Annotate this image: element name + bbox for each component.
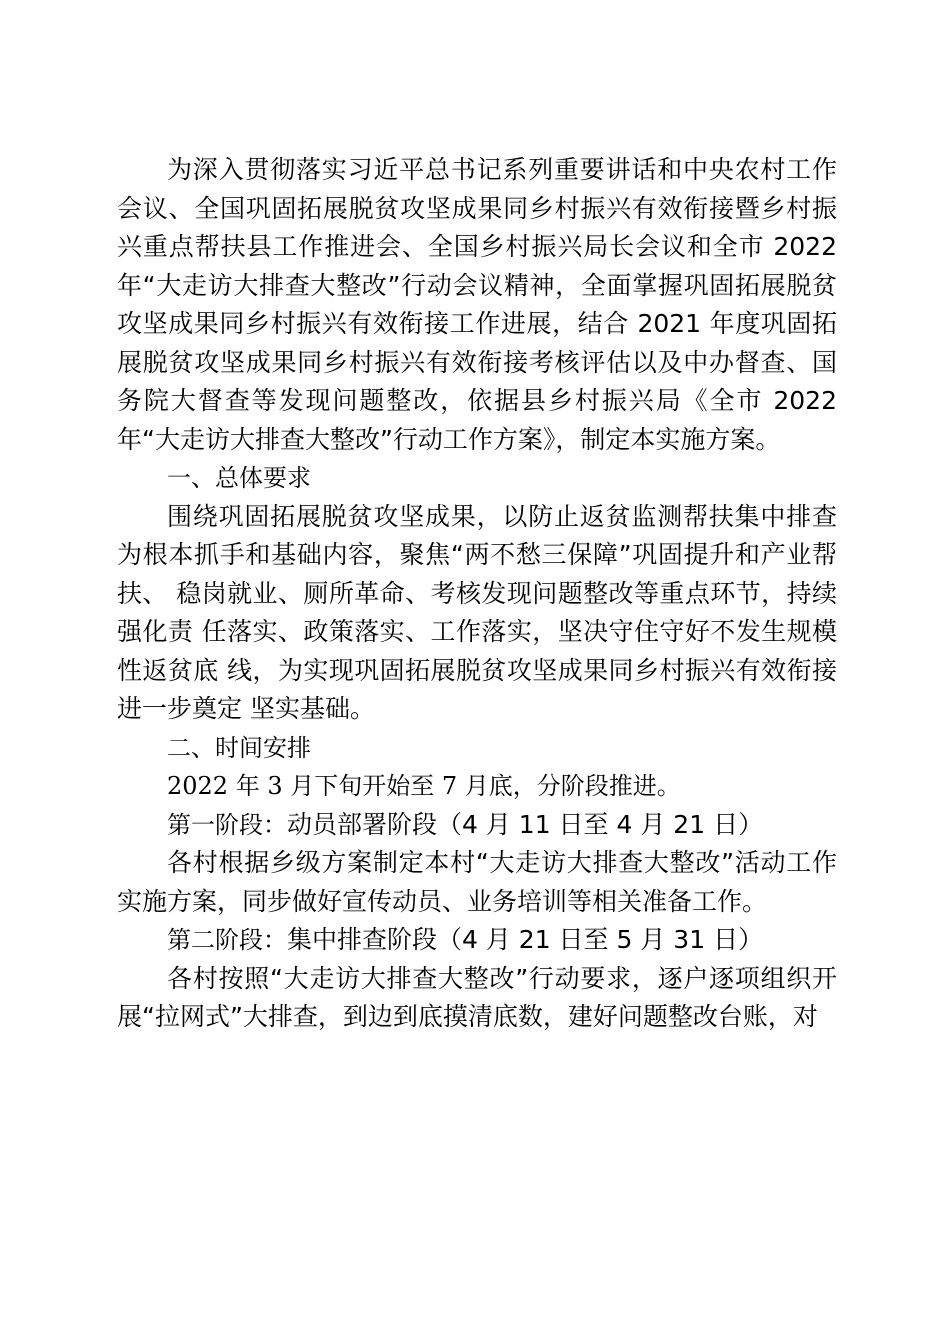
stage-one-title: 动员部署阶段（4 月 11 日至 4 月 21 日）: [287, 809, 764, 839]
general-requirements-paragraph: 围绕巩固拓展脱贫攻坚成果，以防止返贫监测帮扶集中排查为根本抓手和基础内容，聚焦“两不愁三保障”巩固提升和产业帮扶、 稳岗就业、厕所革命、考核发现问题整改等重点环节，持续强化责 任落实、政策落实、工作落实，坚决守住守好不发生规模性返贫底 线，为实现巩固拓展脱贫攻坚成果同乡村振兴有效衔接进一步奠定 坚实基础。: [117, 501, 837, 723]
stage-one-heading: [117, 806, 837, 845]
stage-two-paragraph: 各村按照“大走访大排查大整改”行动要求，逐户逐项组织开展“拉网式”大排查，到边到底摸清底数，建好问题整改台账，对: [117, 963, 837, 1031]
stage-one-paragraph: 各村根据乡级方案制定本村“大走访大排查大整改”活动工作实施方案，同步做好宣传动员、业务培训等相关准备工作。: [117, 848, 837, 916]
stage-two-heading: [117, 921, 837, 960]
intro-paragraph: 为深入贯彻落实习近平总书记系列重要讲话和中央农村工作会议、全国巩固拓展脱贫攻坚成果同乡村振兴有效衔接暨乡村振兴重点帮扶县工作推进会、全国乡村振兴局长会议和全市 2022 年“大走访大排查大整改”行动会议精神，全面掌握巩固拓展脱贫攻坚成果同乡村振兴有效衔接工作进展，结合 2021 年度巩固拓展脱贫攻坚成果同乡村振兴有效衔接考核评估以及中办督查、国务院大督查等发现问题整改，依据县乡村振兴局《全市 2022 年“大走访大排查大整改”行动工作方案》，制定本实施方案。: [117, 155, 837, 454]
stage-two-title: 集中排查阶段（4 月 21 日至 5 月 31 日）: [287, 925, 764, 954]
schedule-summary: 2022 年 3 月下旬开始至 7 月底，分阶段推进。: [167, 772, 681, 800]
stage-two-label: 第二阶段：: [167, 926, 287, 954]
stage-one-label: 第一阶段：: [167, 810, 287, 839]
section-heading-general-requirements: 一、总体要求: [167, 464, 311, 492]
document-body: [117, 151, 837, 1037]
section-heading-time-schedule: 二、时间安排: [167, 733, 311, 762]
